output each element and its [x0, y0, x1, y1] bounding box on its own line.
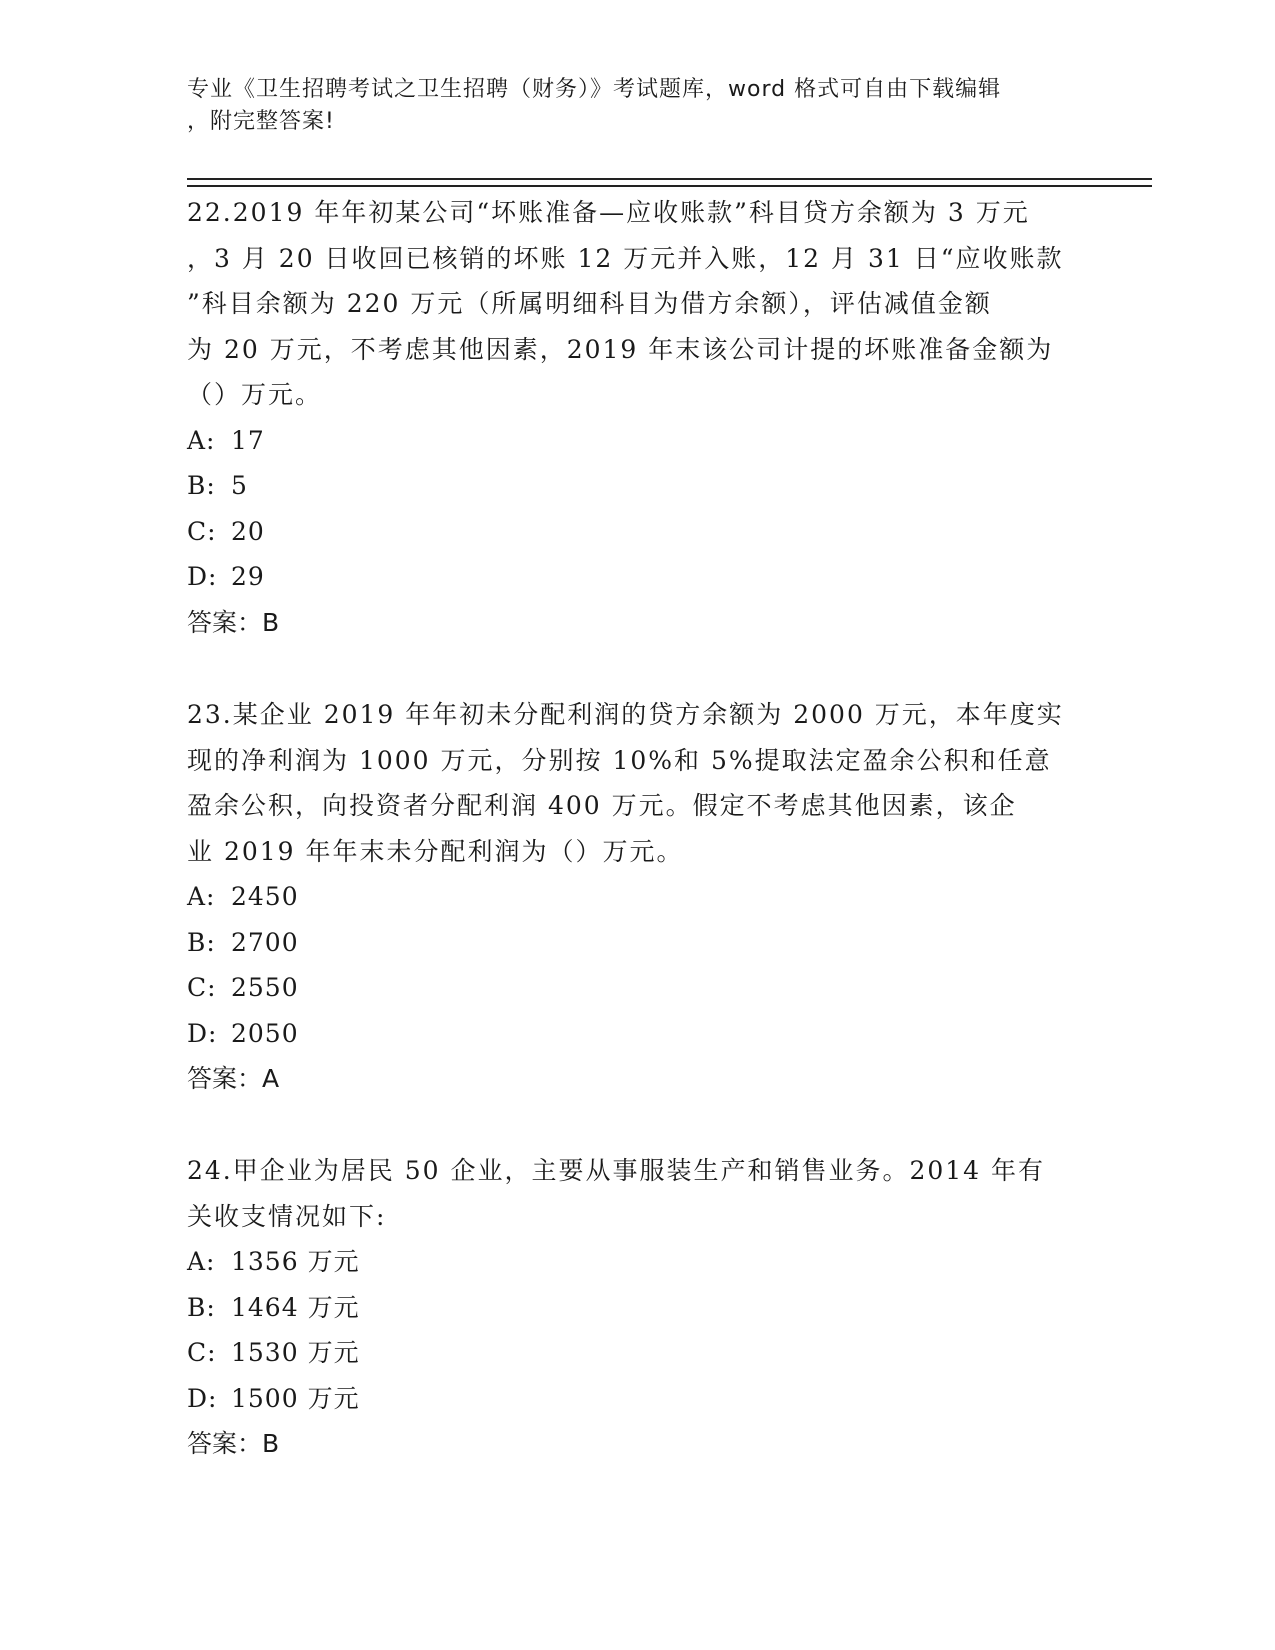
stem-line: ，3 月 20 日收回已核销的坏账 12 万元并入账，12 月 31 日“应收账款 — [187, 243, 1064, 273]
question-22 — [187, 190, 1077, 645]
stem-line: 23.某企业 2019 年年初未分配利润的贷方余额为 2000 万元，本年度实 — [187, 700, 1064, 729]
option-text: 1356 万元 — [231, 1247, 360, 1276]
option-text: 2050 — [231, 1018, 299, 1048]
option-letter: B: — [187, 471, 216, 500]
header-title-line-1: 专业《卫生招聘考试之卫生招聘（财务）》考试题库，word 格式可自由下载编辑 — [187, 77, 1002, 102]
stem-line: 业 2019 年年末未分配利润为（）万元。 — [187, 836, 684, 866]
question-23 — [187, 692, 1077, 1102]
option-letter: D: — [187, 1018, 218, 1048]
option-letter: A: — [187, 425, 216, 455]
option-b — [187, 920, 1077, 966]
stem-line: 现的净利润为 1000 万元，分别按 10%和 5%提取法定盈余公积和任意 — [187, 745, 1052, 775]
option-a — [187, 418, 1077, 464]
header-divider-bottom — [187, 185, 1152, 187]
answer-line: 答案：B — [187, 607, 280, 637]
option-c — [187, 965, 1077, 1011]
header-divider-top — [187, 178, 1152, 180]
question-stem — [187, 1148, 1077, 1239]
option-text: 20 — [231, 516, 265, 546]
option-b — [187, 463, 1077, 509]
option-letter: C: — [187, 973, 217, 1002]
option-text: 2700 — [231, 927, 299, 957]
question-stem — [187, 190, 1077, 418]
option-text: 1464 万元 — [231, 1292, 360, 1322]
option-letter: C: — [187, 1338, 217, 1367]
option-letter: B: — [187, 927, 216, 957]
option-letter: D: — [187, 1383, 218, 1413]
question-stem — [187, 692, 1077, 874]
stem-line: 为 20 万元，不考虑其他因素，2019 年末该公司计提的坏账准备金额为 — [187, 334, 1054, 364]
option-text: 2450 — [231, 882, 299, 911]
option-text: 2550 — [231, 973, 299, 1002]
option-text: 29 — [231, 562, 265, 591]
stem-line: （）万元。 — [187, 380, 323, 409]
option-text: 1500 万元 — [231, 1383, 360, 1413]
option-letter: B: — [187, 1292, 216, 1322]
option-a — [187, 874, 1077, 920]
stem-line: 盈余公积，向投资者分配利润 400 万元。假定不考虑其他因素，该企 — [187, 791, 1017, 820]
option-d — [187, 1376, 1077, 1422]
option-text: 1530 万元 — [231, 1338, 360, 1367]
option-letter: A: — [187, 1247, 216, 1276]
option-letter: D: — [187, 562, 218, 591]
option-text: 17 — [231, 425, 265, 455]
option-c — [187, 1330, 1077, 1376]
option-c — [187, 509, 1077, 555]
option-letter: C: — [187, 516, 217, 546]
stem-line: 关收支情况如下: — [187, 1201, 387, 1231]
stem-line: ”科目余额为 220 万元（所属明细科目为借方余额），评估减值金额 — [187, 289, 992, 318]
option-a — [187, 1239, 1077, 1285]
stem-line: 24.甲企业为居民 50 企业，主要从事服装生产和销售业务。2014 年有 — [187, 1156, 1046, 1185]
option-letter: A: — [187, 882, 216, 911]
option-b — [187, 1285, 1077, 1331]
document-header — [187, 74, 1067, 138]
question-24 — [187, 1148, 1077, 1467]
answer-line: 答案：A — [187, 1064, 280, 1093]
option-d — [187, 554, 1077, 600]
option-d — [187, 1011, 1077, 1057]
option-text: 5 — [231, 471, 248, 500]
header-title-line-2: ，附完整答案! — [187, 109, 335, 134]
stem-line: 22.2019 年年初某公司“坏账准备—应收账款”科目贷方余额为 3 万元 — [187, 198, 1030, 227]
answer-line: 答案：B — [187, 1429, 280, 1458]
